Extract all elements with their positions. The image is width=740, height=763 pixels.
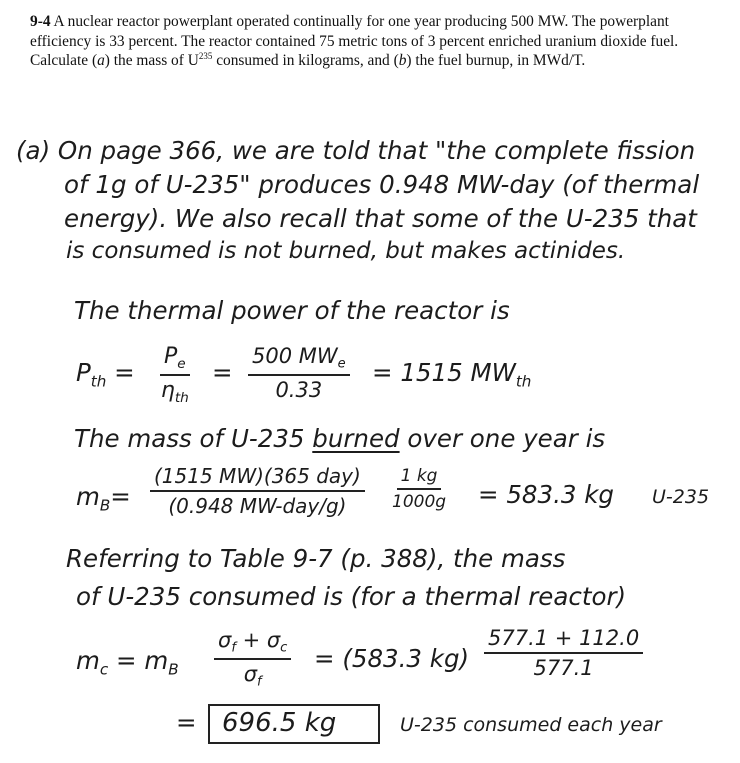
intro-line-2: of 1g of U-235" produces 0.948 MW-day (of thermal — [64, 170, 700, 199]
intro-line-4: is consumed is not burned, but makes actinides. — [66, 238, 626, 264]
final-equals: = — [176, 708, 197, 737]
problem-text-2: ) the mass of U — [104, 52, 199, 69]
isotope-superscript: 235 — [198, 50, 213, 61]
pth-equals: = — [212, 358, 233, 387]
problem-text-1: A nuclear reactor powerplant operated continually for one year producing 500 MW. The powerplant efficiency is 33 percent. The reactor contained 75 metric tons of 3 percent enriched uranium dioxide fuel. Calculate ( — [30, 13, 679, 69]
problem-number: 9-4 — [30, 13, 51, 30]
mc-lhs: $m_c = m_B$ — [76, 646, 179, 679]
pth-result: = 1515 $MW_{th}$ — [372, 358, 532, 391]
problem-text-3: consumed in kilograms, and ( — [212, 52, 399, 69]
problem-statement — [30, 12, 720, 71]
intro-line-1: (a) On page 366, we are told that "the complete fission — [16, 136, 696, 165]
problem-text-4: ) the fuel burnup, in MWd/T. — [406, 52, 586, 69]
pth-fraction-1: $P_e$ $\eta_{th}$ — [160, 344, 189, 406]
mb-fraction: (1515 MW)(365 day) (0.948 MW-day/g) — [150, 464, 365, 518]
final-answer-box — [208, 704, 380, 744]
mb-result-tail: U-235 — [652, 486, 710, 508]
mb-unit-conversion: $\frac{1 kg}{1000g}$ — [392, 466, 447, 512]
part-a-letter: a — [97, 52, 105, 69]
mb-lhs: $m_B=$ — [76, 482, 131, 515]
thermal-power-heading: The thermal power of the reactor is — [74, 296, 510, 325]
part-b-letter: b — [398, 52, 407, 69]
pth-lhs: $P_{th}$ = — [76, 358, 135, 391]
mass-burned-heading: The mass of U-235 burned over one year is — [74, 424, 606, 453]
mc-cross-section-fraction: $\frac{\sigma_f + \sigma_c}{\sigma_f}$ — [214, 628, 291, 689]
mc-middle: = (583.3 kg) — [314, 644, 470, 673]
intro-line-3: energy). We also recall that some of the U-235 that — [64, 204, 697, 233]
final-answer: 696.5 kg — [222, 708, 337, 738]
table-ref-line-2: of U-235 consumed is (for a thermal reactor) — [76, 582, 627, 611]
pth-fraction-2: 500 $MW_e$ 0.33 — [248, 344, 350, 402]
mb-result: = 583.3 kg — [478, 480, 614, 509]
final-tail: U-235 consumed each year — [400, 714, 662, 736]
mc-numeric-fraction: $\frac{577.1 + 112.0}{577.1}$ — [484, 626, 643, 680]
burned-underlined: burned — [312, 424, 400, 453]
table-ref-line-1: Referring to Table 9-7 (p. 388), the mass — [66, 544, 566, 573]
